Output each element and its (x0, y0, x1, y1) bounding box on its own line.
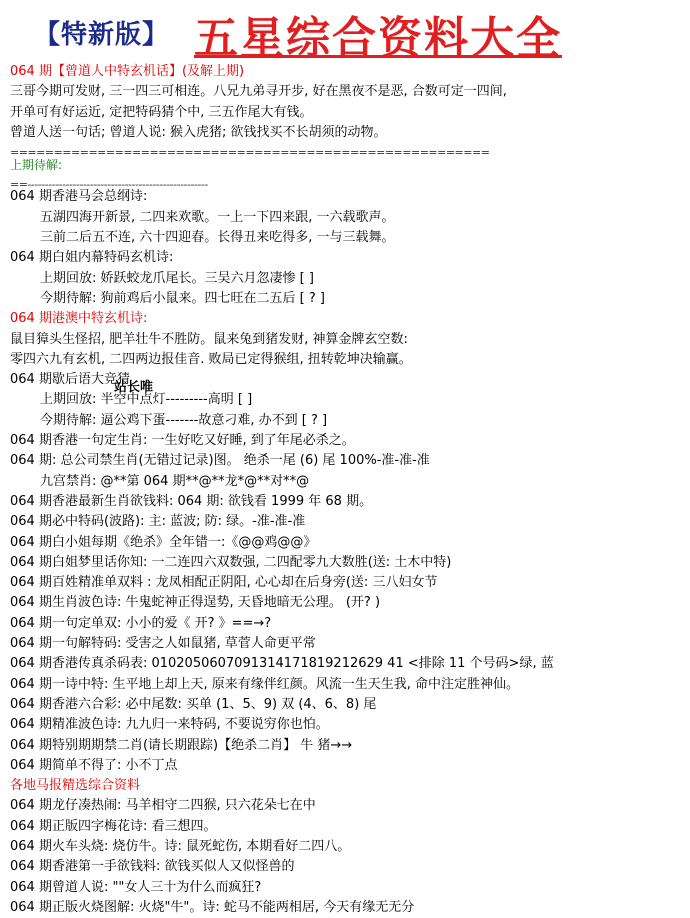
text-line: 各地马报精选综合资料 (10, 778, 141, 794)
text-line: 064 期香港马会总纲诗: (10, 189, 148, 205)
text-line: 064 期香港传真杀码表: 0102050607091314171819212629 41 <排除 11 个号码>绿, 蓝 (10, 656, 554, 672)
edition-badge: 【特新版】 (34, 20, 170, 50)
text-line: 064 期正版四字梅花诗: 看三想四。 (10, 818, 217, 834)
text-line: 开单可有好运近, 定把特码猜个中, 三五作尾大有钱。 (10, 104, 313, 120)
separator-line: ======================================================= (10, 146, 490, 156)
text-line: 五湖四海开新景, 二四来欢歌。一上一下四来跟, 一六载歌声。 (40, 209, 395, 225)
text-line: 064 期香港六合彩: 必中尾数: 买单 (1、5、9) 双 (4、6、8) 尾 (10, 696, 377, 712)
overlay-text: 站长唯 (114, 380, 154, 395)
text-line: 今期待解: 狗前鸡后小鼠来。四七旺在二五后 [ ? ] (40, 290, 325, 306)
text-line: 064 期百姓精准单双料 : 龙凤相配正阴阳, 心心却在后身旁(送: 三八妇女节 (10, 575, 438, 591)
text-line: 今期待解: 逼公鸡下蛋-------故意刁难, 办不到 [ ? ] (40, 412, 328, 428)
text-line: 064 期一句定单双: 小小的爱《 开? 》==→? (10, 615, 272, 631)
text-line: 064 期火车头烧: 烧仿牛。诗: 鼠死蛇伤, 本期看好二四八。 (10, 838, 351, 854)
text-line: 064 期简单不得了: 小不丁点 (10, 757, 178, 773)
text-line: 064 期香港一句定生肖: 一生好吃又好睡, 到了年尾必杀之。 (10, 433, 355, 449)
text-line: 064 期白小姐每期《绝杀》全年错一:《@@鸡@@》 (10, 534, 317, 550)
text-line: 064 期特别期期禁二肖(请长期跟踪)【绝杀二肖】 牛 猪→→ (10, 737, 353, 753)
content-body (10, 62, 680, 918)
separator-line: ==---------------------------------------------------- (10, 178, 208, 188)
text-line: 零四六九有玄机, 二四两边报佳音. 败局已定得猴组, 扭转乾坤决输赢。 (10, 351, 412, 367)
text-line: 上期待解: (10, 158, 63, 173)
text-line: 上期回放: 半空中点灯---------高明 [ ] (40, 392, 253, 408)
text-line: 064 期正版火烧图解: 火烧"牛"。诗: 蛇马不能两相居, 今天有缘无无分 (10, 899, 415, 915)
text-line: 064 期【曾道人中特玄机话】(及解上期) (10, 64, 245, 79)
text-line: 064 期白姐内幕特码玄机诗: (10, 250, 174, 266)
text-line: 鼠目獐头生怪招, 肥羊壮牛不胜防。鼠来兔到猪发财, 神算金牌玄空数: (10, 331, 408, 347)
header (0, 0, 690, 62)
text-line: 三前二后五不连, 六十四迎春。长得丑来吃得多, 一与三载舞。 (40, 230, 395, 246)
text-line: 上期回放: 娇跃蛟龙爪尾长。三吴六月忽凄惨 [ ] (40, 270, 314, 286)
text-line: 曾道人送一句话; 曾道人说: 猴入虎猪; 欲钱找买不长胡须的动物。 (10, 124, 387, 140)
text-line: 064 期一诗中特: 生平地上却上天, 原来有缘伴红颜。风流一生天生我, 命中注定胜神仙。 (10, 676, 519, 692)
page-title: 五星综合资料大全 (194, 13, 562, 64)
text-line: 064 期: 总公司禁生肖(无错过记录)图。 绝杀一尾 (6) 尾 100%-准-准-准 (10, 453, 430, 469)
text-line: 064 期必中特码(波路): 主: 蓝波; 防: 绿。-准-准-准 (10, 514, 306, 530)
text-line: 九宫禁肖: @**第 064 期**@**龙*@**对**@ (40, 473, 310, 489)
text-line: 064 期香港最新生肖欲钱料: 064 期: 欲钱看 1999 年 68 期。 (10, 493, 373, 509)
text-line: 064 期精准波色诗: 九九归一来特码, 不要说穷你也怕。 (10, 717, 329, 733)
text-line: 064 期香港第一手欲钱料: 欲钱买似人又似怪兽的 (10, 859, 295, 875)
text-line: 064 期一句解特码: 受害之人如鼠猪, 草菅人命更平常 (10, 636, 316, 652)
text-line: 064 期白姐梦里话你知: 一二连四六双数强, 二四配零九大数胜(送: 土木中特) (10, 554, 452, 570)
text-line: 064 期歇后语大竞猜 (10, 372, 130, 388)
text-line: 064 期港澳中特玄机诗: (10, 311, 148, 327)
text-line: 064 期生肖波色诗: 牛鬼蛇神正得逞势, 天昏地暗无公理。 (开? ) (10, 595, 381, 611)
text-line: 064 期曾道人说: ""女人三十为什么而疯狂? (10, 879, 262, 895)
text-line: 三哥今期可发财, 三一四三可相连。八兄九弟寻开步, 好在黑夜不是恶, 合数可定一四间, (10, 84, 507, 100)
text-line: 064 期龙仔凑热闹: 马羊相守二四猴, 只六花朵七在中 (10, 798, 316, 814)
